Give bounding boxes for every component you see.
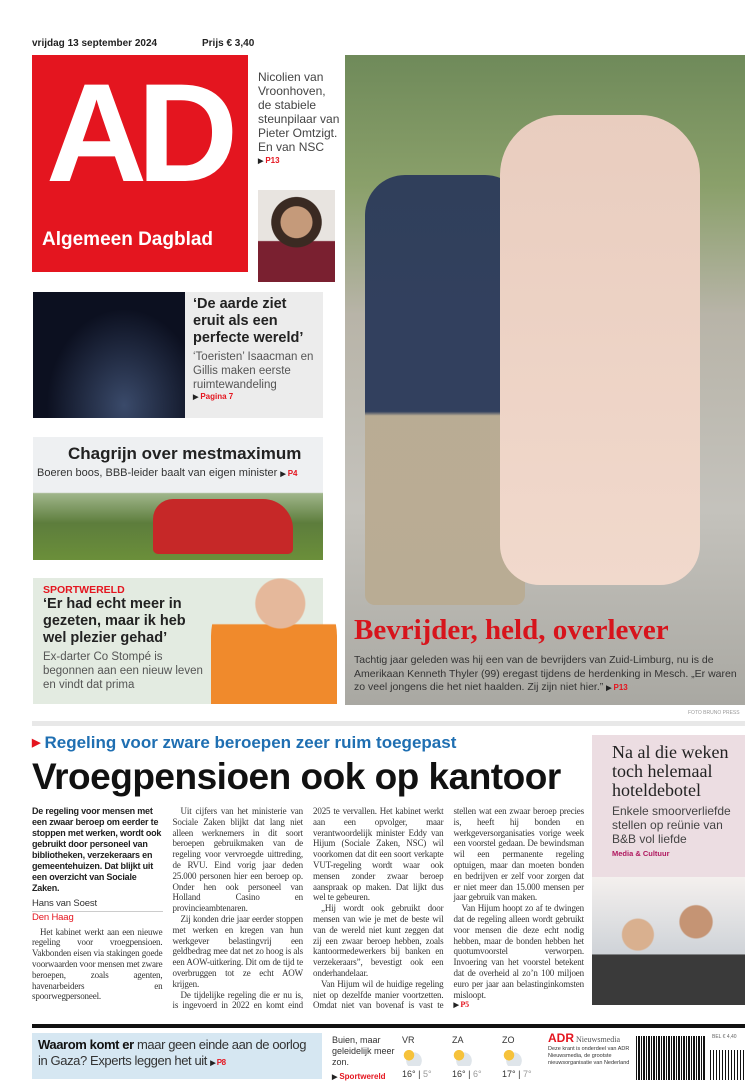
page-ref: ▶ P13	[606, 683, 628, 692]
temp-min: 7°	[522, 1069, 532, 1079]
page-ref: ▶ P5	[454, 1000, 585, 1011]
teaser-nicolien[interactable]	[258, 70, 340, 169]
gaza-text: maar geen einde aan de oorlog in Gaza? Experts leggen het uit	[38, 1037, 307, 1068]
queen-figure	[500, 115, 700, 585]
adr-text: Deze krant is onderdeel van ADR Nieuwsmedia, de grootste nieuwsorganisatie van Nederland	[548, 1046, 630, 1066]
publisher-info	[548, 1031, 630, 1067]
paragraph: De tijdelijke regeling die er nu is, is ingevoerd in 2022 en komt eind 2025 te vervallen. Het kabinet werkt aan een opvolger, maar verantwoordelijk minister Eddy van Hijum (Sociale Zaken, NSC) wil voorkomen dat dit een soort verkapte VUT-regeling wordt waar ook mensen zonder zwaar beroep aanspraak op maken. Dat lijkt dus wel te gebeuren.	[172, 806, 444, 1011]
page-ref: ▶ P13	[258, 154, 340, 169]
forecast-day: ZA 16° | 6°	[452, 1035, 482, 1079]
sub-text: Boeren boos, BBB-leider baalt van eigen minister	[37, 467, 278, 479]
teaser-sub: Ex-darter Co Stompé is begonnen aan een nieuw leven en vindt dat prima	[43, 651, 203, 691]
paragraph: Uit cijfers van het ministerie van Sociale Zaken blijkt dat lang niet alleen werknemers in dit soort beroepen gebruikmaken van de regeling voor vervroegde uittreding, de RVU. Eind vorig jaar deden 25.000 personen hier een beroep op. Onder hen ook personeel van Holland Casino en provincieambtenaren.	[172, 806, 303, 914]
lead-headline[interactable]: Bevrijder, held, overlever	[354, 614, 669, 646]
page-ref: ▶ P4	[280, 469, 297, 478]
adr-logo-mark: ADR	[548, 1031, 574, 1045]
day-label: ZA	[452, 1035, 464, 1045]
issue-date: vrijdag 13 september 2024	[32, 38, 158, 49]
issue-price: Prijs € 3,40	[202, 38, 255, 49]
temp-max: 16°	[402, 1069, 416, 1079]
footer-rule	[32, 1024, 745, 1028]
barcode-price: BEL € 4,40	[712, 1034, 737, 1040]
teaser-sub: ‘Toeristen’ Isaacman en Gillis maken eerste ruimtewandeling	[193, 351, 314, 391]
paragraph: Van Hijum wil de huidige regeling niet op dezelfde manier voortzetten. Omdat niet van bovenaf is vast te stellen wat een zwaar beroep precies is, heeft hij bonden en werkgeversorganisaties vorige week een voorstel gedaan. De bewindsman wil een permanente regeling optuigen, maar dan moeten bonden en bedrijven er zelf voor zorgen dat er niet meer dan 15.000 mensen per jaar gebruik van maken.	[313, 806, 584, 1011]
teaser-quote: ‘Er had echt meer in gezeten, maar ik heb wel plezier gehad’	[43, 596, 186, 646]
teaser-headline: Chagrijn over mestmaximum	[68, 444, 302, 463]
teaser-space[interactable]	[33, 292, 323, 418]
darter-photo	[211, 570, 337, 704]
caption-text: Tachtig jaar geleden was hij een van de bevrijders van Zuid-Limburg, nu is de Amerikaan Kenneth Thyler (99) eregast tijdens de herdenking in Mesch. „Er waren zo veel jongens die het niet haalden. Zij zijn niet hier.”	[354, 654, 737, 693]
lead-caption	[354, 654, 742, 696]
weather-text: Buien, maar geleidelijk meer zon.	[332, 1035, 395, 1067]
paragraph: „Hij wordt ook gebruikt door mensen van wie je met de beste wil van de wereld niet kunt zeggen dat zij een zwaar beroep hebben, zoals kantoormedewerkers bij banken en verzekeraars”, bevestigt ook een onderhandelaar.	[313, 903, 444, 978]
sun-cloud-icon	[452, 1048, 472, 1066]
day-label: ZO	[502, 1035, 515, 1045]
sun-cloud-icon	[402, 1048, 422, 1066]
page-ref: ▶ Pagina 7	[193, 392, 321, 401]
divider	[32, 721, 745, 726]
author: Hans van Soest	[32, 899, 163, 912]
teaser-text: Nicolien van Vroonhoven, de stabiele steunpilaar van Pieter Omtzigt. En van NSC	[258, 70, 340, 154]
temp-max: 16°	[452, 1069, 466, 1079]
sidebar-headline: Na al die weken toch helemaal hoteldebotel	[612, 742, 729, 800]
space-photo	[33, 292, 185, 418]
paragraph: Het kabinet werkt aan een nieuwe regeling voor vroegpensioen. Vakbonden eisen via stakingen goede voorwaarden voor mensen met zware beroepen, zoals agenten, havenarbeiders en spoorwegpersoneel.	[32, 926, 163, 1002]
teaser-quote: ‘De aarde ziet eruit als een perfecte wereld’	[193, 296, 304, 346]
article-body	[32, 806, 584, 1020]
paragraph: Zij konden drie jaar eerder stoppen met werken en kregen van hun werkgever belastingvrij een geldbedrag mee dat net zo hoog is als een AOW-uitkering. Dit om de tijd te overbruggen tot ze echt AOW krijgen.	[172, 913, 303, 989]
article-lead: De regeling voor mensen met een zwaar beroep om eerder te stoppen met werken, wordt ook gebruikt door personeel van bibliotheken, verzekeraars en gemeentehuizen. Dat blijkt uit een overzicht van Sociale Zaken.	[32, 806, 162, 893]
section-ref: ▶ Sportwereld	[332, 1072, 396, 1081]
barcode-addon	[710, 1050, 745, 1080]
portrait-photo	[258, 190, 335, 282]
section-ref: Media & Cultuur	[612, 849, 670, 858]
logo-letters: AD	[46, 54, 229, 211]
lead-photo[interactable]	[345, 55, 745, 705]
sun-cloud-icon	[502, 1048, 522, 1066]
temp-min: 5°	[422, 1069, 432, 1079]
article-kicker: ▶ Regeling voor zware beroepen zeer ruim toegepast	[32, 733, 456, 753]
forecast-day: VR 16° | 5°	[402, 1035, 432, 1079]
sidebar-sub: Enkele smoorverliefde stellen op reünie van B&B vol liefde	[612, 804, 731, 846]
tractor-image	[153, 499, 293, 554]
couple-photo	[592, 877, 745, 1005]
dateline: Den Haag	[32, 911, 74, 923]
barcode	[636, 1036, 706, 1080]
weather-summary	[332, 1035, 396, 1081]
teaser-sub	[37, 467, 298, 479]
page-ref: ▶ P8	[210, 1058, 226, 1067]
logo-name: Algemeen Dagblad	[42, 229, 214, 250]
teaser-sport[interactable]	[33, 578, 323, 704]
temp-min: 6°	[472, 1069, 482, 1079]
adr-logo-name: Nieuwsmedia	[576, 1035, 620, 1044]
gaza-bold: Waarom komt er	[38, 1037, 134, 1052]
masthead-logo	[32, 55, 248, 272]
temp-max: 17°	[502, 1069, 516, 1079]
paragraph: Van Hijum hoopt zo af te dwingen dat de regeling alleen wordt gebruikt voor mensen die deze echt nodig hebben, maar de bonden hebben het quotumvoorstel verworpen. Invoering van het voorstel betekent dat de overheid al zo’n 100 miljoen euro per jaar aan belastinginkomsten misloopt.	[453, 903, 584, 1000]
teaser-mest[interactable]	[33, 437, 323, 560]
sidebar-teaser[interactable]	[592, 735, 745, 1005]
adr-logo	[548, 1031, 630, 1045]
article-headline[interactable]: Vroegpensioen ook op kantoor	[32, 756, 561, 797]
gaza-teaser[interactable]	[32, 1033, 322, 1079]
photo-credit: FOTO BRUNO PRESS	[688, 710, 740, 716]
forecast-day: ZO 17° | 7°	[502, 1035, 532, 1079]
section-kicker: SPORTWERELD	[43, 584, 125, 596]
day-label: VR	[402, 1035, 415, 1045]
